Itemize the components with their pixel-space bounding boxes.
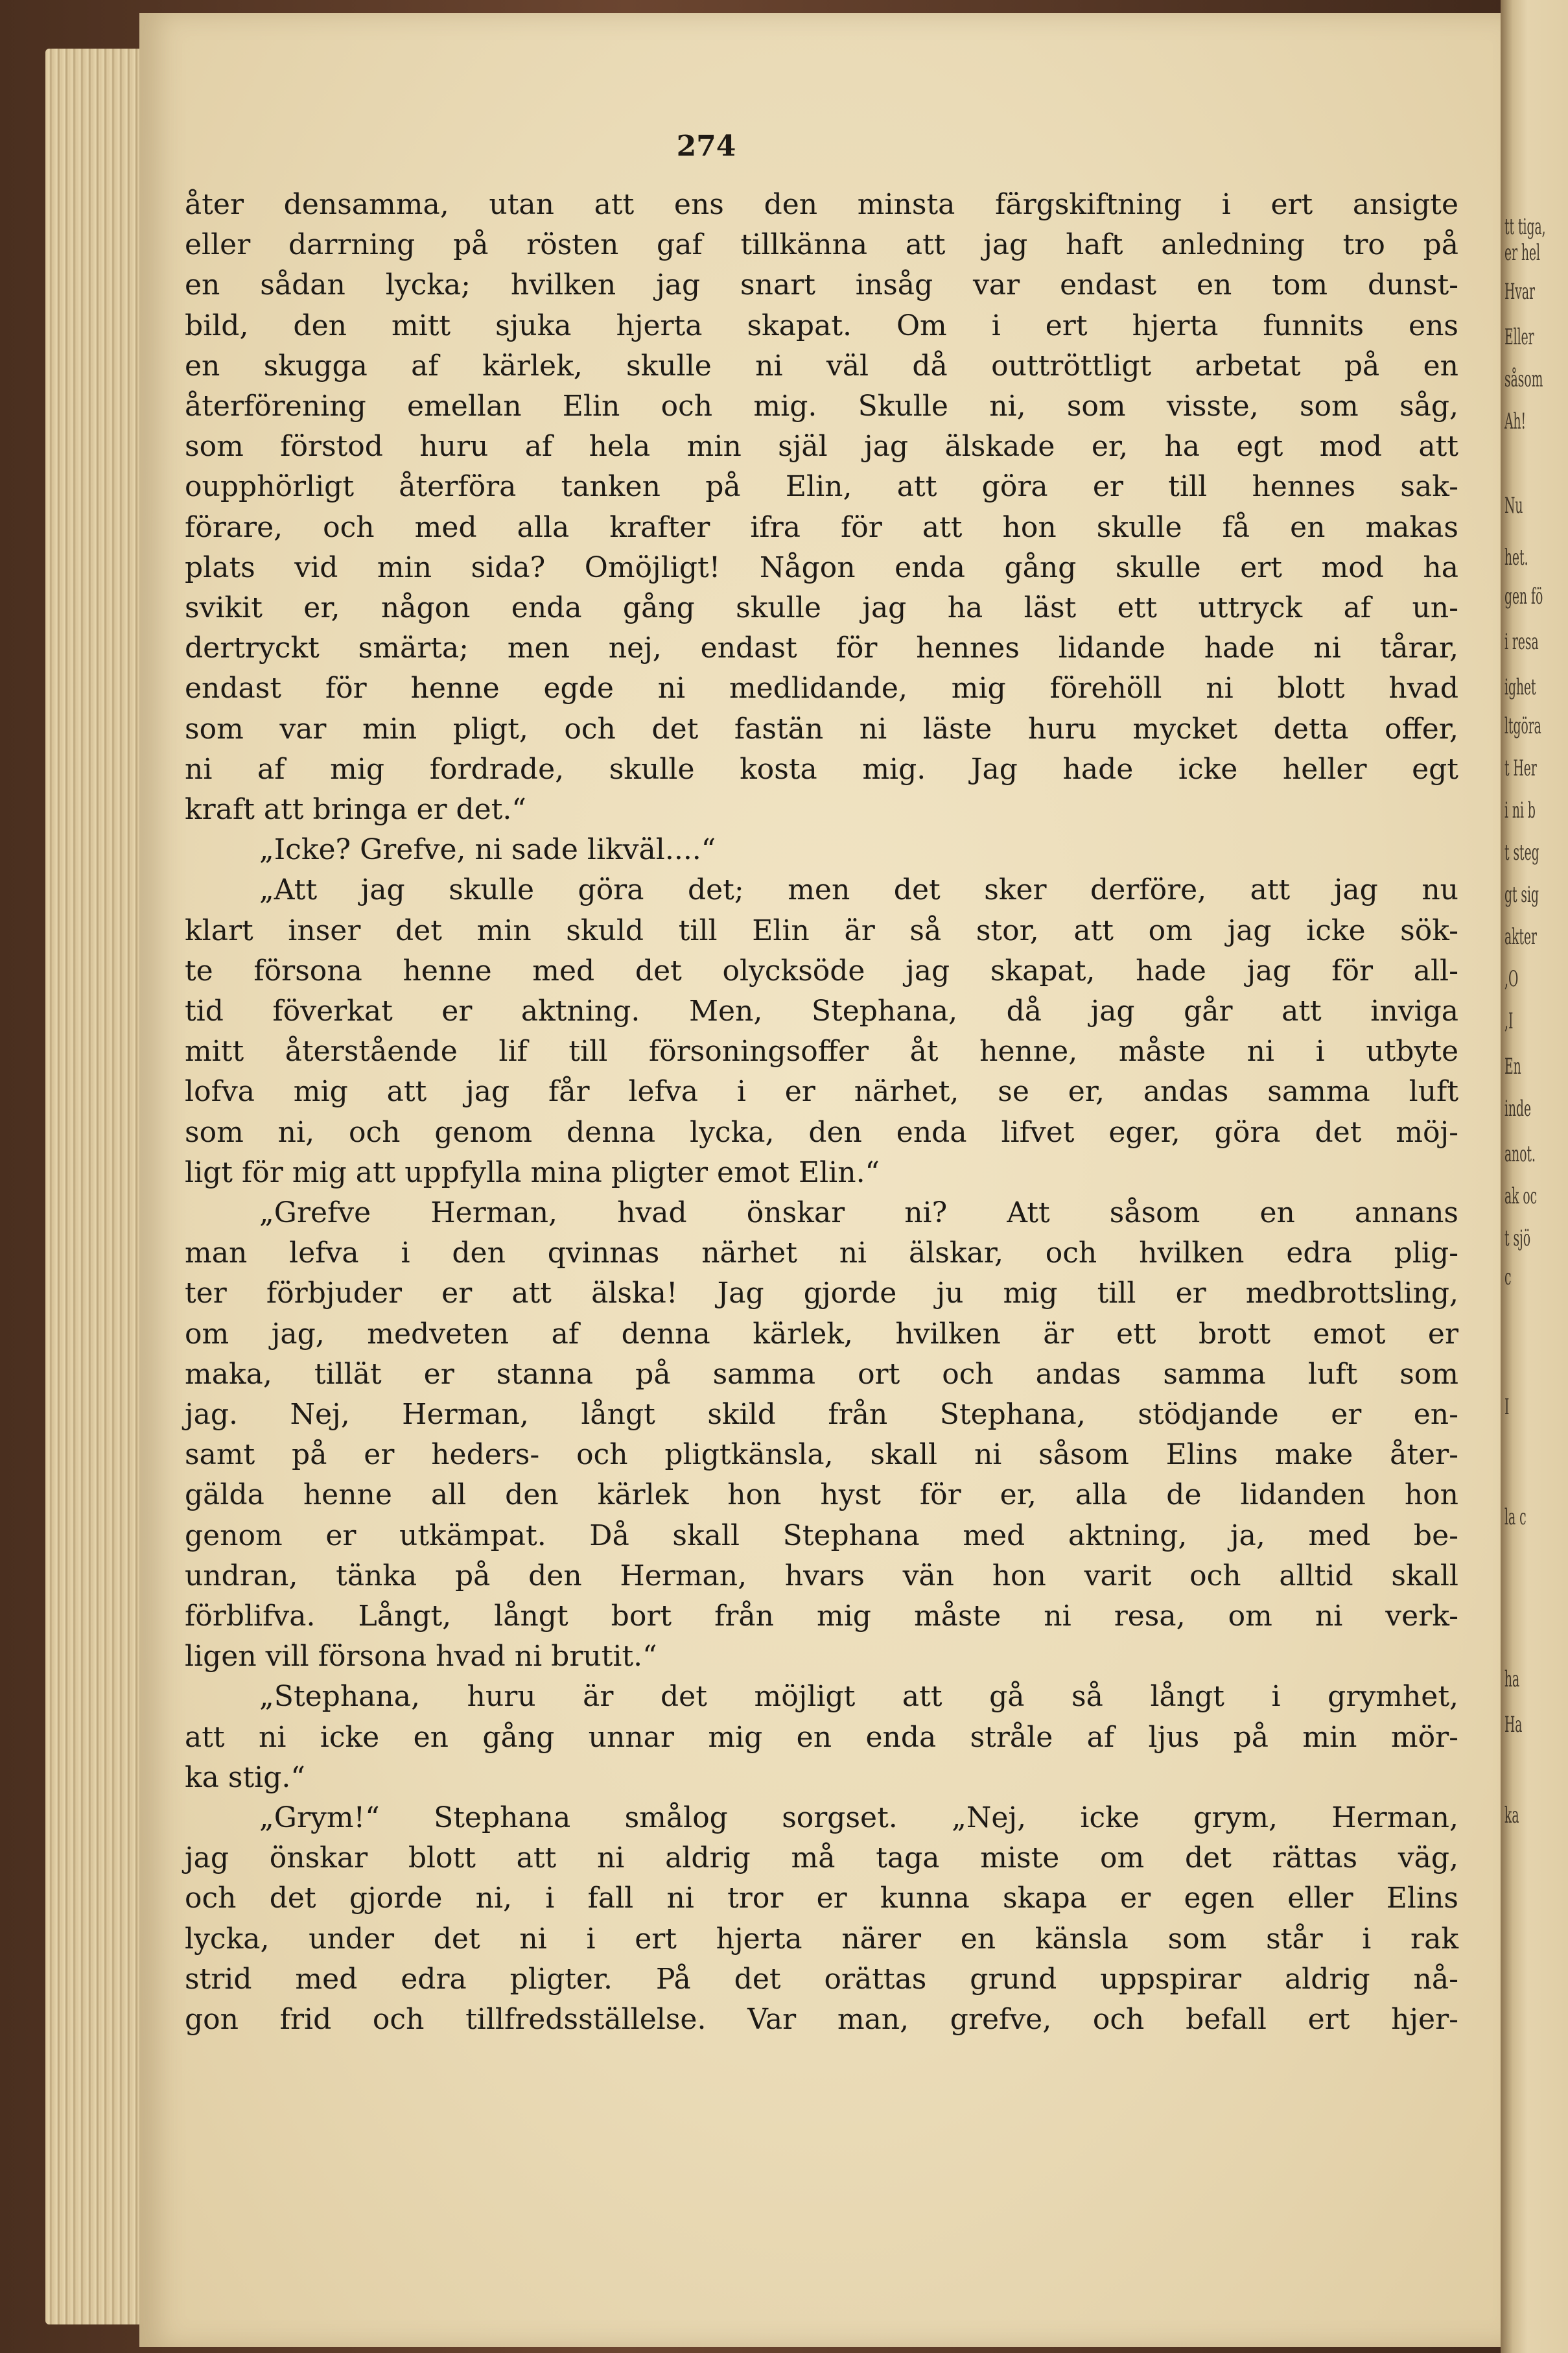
text-line: att ni icke en gång unnar mig en enda stråle af ljus på min mör- [185, 1721, 1458, 1754]
adjacent-page [1501, 0, 1568, 2353]
text-line: eller darrning på rösten gaf tillkänna att jag haft anledning tro på [185, 228, 1458, 261]
text-line: klart inser det min skuld till Elin är så stor, att om jag icke sök- [185, 914, 1458, 947]
text-line: oupphörligt återföra tanken på Elin, att göra er till hennes sak- [185, 470, 1458, 503]
text-line: som förstod huru af hela min själ jag älskade er, ha egt mod att [185, 430, 1458, 463]
adjacent-page-fragment: ighet [1504, 674, 1536, 700]
text-line: bild, den mitt sjuka hjerta skapat. Om i ert hjerta funnits ens [185, 309, 1458, 342]
adjacent-page-fragment: t Her [1504, 755, 1537, 781]
text-line: „Stephana, huru är det möjligt att gå så långt i grymhet, [259, 1680, 1458, 1713]
text-line: te försona henne med det olycksöde jag skapat, hade jag för all- [185, 954, 1458, 987]
text-line: som ni, och genom denna lycka, den enda lifvet eger, göra det möj- [185, 1116, 1458, 1149]
adjacent-page-fragment: Hvar [1504, 279, 1535, 305]
text-line: dertryckt smärta; men nej, endast för hennes lidande hade ni tårar, [185, 632, 1458, 665]
text-line: mitt återstående lif till försoningsoffer åt henne, måste ni i utbyte [185, 1035, 1458, 1068]
text-line: jag. Nej, Herman, långt skild från Stephana, stödjande er en- [185, 1398, 1458, 1431]
text-line: och det gjorde ni, i fall ni tror er kunna skapa er egen eller Elins [185, 1882, 1458, 1915]
adjacent-page-fragment: ltgöra [1504, 713, 1541, 739]
text-line: „Icke? Grefve, ni sade likväl....“ [259, 833, 716, 866]
adjacent-page-fragment: Ha [1504, 1712, 1523, 1738]
text-line: strid med edra pligter. På det orättas grund uppspirar aldrig nå- [185, 1963, 1458, 1996]
text-line: lycka, under det ni i ert hjerta närer en känsla som står i rak [185, 1922, 1458, 1956]
text-line: gon frid och tillfredsställelse. Var man, grefve, och befall ert hjer- [185, 2003, 1458, 2036]
adjacent-page-fragment: Nu [1504, 493, 1523, 519]
text-line: „Grefve Herman, hvad önskar ni? Att såsom en annans [259, 1196, 1458, 1229]
text-line: kraft att bringa er det.“ [185, 793, 526, 826]
text-line: återförening emellan Elin och mig. Skulle ni, som visste, som såg, [185, 390, 1458, 423]
adjacent-page-fragment: c [1504, 1264, 1512, 1290]
adjacent-page-fragment: ha [1504, 1666, 1520, 1692]
text-line: maka, tillät er stanna på samma ort och andas samma luft som [185, 1358, 1458, 1391]
text-line: ligt för mig att uppfylla mina pligter emot Elin.“ [185, 1156, 880, 1189]
adjacent-page-fragment: I [1504, 1394, 1510, 1420]
text-line: åter densamma, utan att ens den minsta färgskiftning i ert ansigte [185, 188, 1458, 221]
text-line: tid föverkat er aktning. Men, Stephana, då jag går att inviga [185, 995, 1458, 1028]
adjacent-page-fragment: Ah! [1504, 408, 1527, 434]
text-line: genom er utkämpat. Då skall Stephana med aktning, ja, med be- [185, 1519, 1458, 1552]
text-line: ligen vill försona hvad ni brutit.“ [185, 1640, 657, 1673]
text-line: „Att jag skulle göra det; men det sker derföre, att jag nu [259, 873, 1458, 906]
adjacent-page-fragment: la c [1504, 1504, 1527, 1530]
text-line: en sådan lycka; hvilken jag snart insåg var endast en tom dunst- [185, 268, 1458, 302]
adjacent-page-fragment: såsom [1504, 366, 1543, 392]
adjacent-page-fragment: inde [1504, 1096, 1532, 1122]
adjacent-page-fragment: ,O [1504, 966, 1519, 992]
page-body-text [185, 0, 1481, 2353]
adjacent-page-fragment: ka [1504, 1803, 1519, 1828]
adjacent-page-fragment: anot. [1504, 1141, 1536, 1167]
text-line: samt på er heders- och pligtkänsla, skall ni såsom Elins make åter- [185, 1438, 1458, 1471]
adjacent-page-fragment: gen fö [1504, 584, 1543, 609]
text-line: endast för henne egde ni medlidande, mig förehöll ni blott hvad [185, 672, 1458, 705]
text-line: ka stig.“ [185, 1761, 305, 1794]
text-line: svikit er, någon enda gång skulle jag ha läst ett uttryck af un- [185, 591, 1458, 624]
text-line: gälda henne all den kärlek hon hyst för er, alla de lidanden hon [185, 1478, 1458, 1511]
text-line: undran, tänka på den Herman, hvars vän hon varit och alltid skall [185, 1559, 1458, 1592]
text-line: ter förbjuder er att älska! Jag gjorde ju mig till er medbrottsling, [185, 1277, 1458, 1310]
text-line: om jag, medveten af denna kärlek, hvilken är ett brott emot er [185, 1318, 1458, 1351]
text-line: förblifva. Långt, långt bort från mig måste ni resa, om ni verk- [185, 1600, 1458, 1633]
text-line: lofva mig att jag får lefva i er närhet, se er, andas samma luft [185, 1075, 1458, 1108]
text-line: en skugga af kärlek, skulle ni väl då outtröttligt arbetat på en [185, 349, 1458, 383]
adjacent-page-fragment: ak oc [1504, 1183, 1538, 1209]
text-line: förare, och med alla krafter ifra för att hon skulle få en makas [185, 511, 1458, 544]
adjacent-page-fragment: er hel [1504, 240, 1541, 266]
text-line: man lefva i den qvinnas närhet ni älskar, och hvilken edra plig- [185, 1236, 1458, 1270]
text-line: plats vid min sida? Omöjligt! Någon enda gång skulle ert mod ha [185, 551, 1458, 584]
adjacent-page-fragment: t steg [1504, 840, 1539, 866]
adjacent-page-fragment: i ni b [1504, 798, 1536, 823]
adjacent-page-fragment: akter [1504, 924, 1538, 950]
page-edges [45, 49, 149, 2324]
adjacent-page-fragment: ,I [1504, 1008, 1514, 1034]
adjacent-page-fragment: En [1504, 1054, 1521, 1080]
text-line: „Grym!“ Stephana smålog sorgset. „Nej, icke grym, Herman, [259, 1801, 1458, 1834]
adjacent-page-fragment: het. [1504, 545, 1528, 571]
adjacent-page-fragment: i resa [1504, 629, 1539, 655]
page-number: 274 [676, 130, 736, 163]
adjacent-page-fragment: Eller [1504, 324, 1534, 350]
text-line: som var min pligt, och det fastän ni läste huru mycket detta offer, [185, 713, 1458, 746]
text-line: jag önskar blott att ni aldrig må taga miste om det rättas väg, [185, 1841, 1458, 1874]
adjacent-page-fragment: t sjö [1504, 1225, 1531, 1251]
adjacent-page-fragment: tt tiga, [1504, 214, 1546, 240]
text-line: ni af mig fordrade, skulle kosta mig. Jag hade icke heller egt [185, 753, 1458, 786]
adjacent-page-fragment: gt sig [1504, 882, 1539, 908]
